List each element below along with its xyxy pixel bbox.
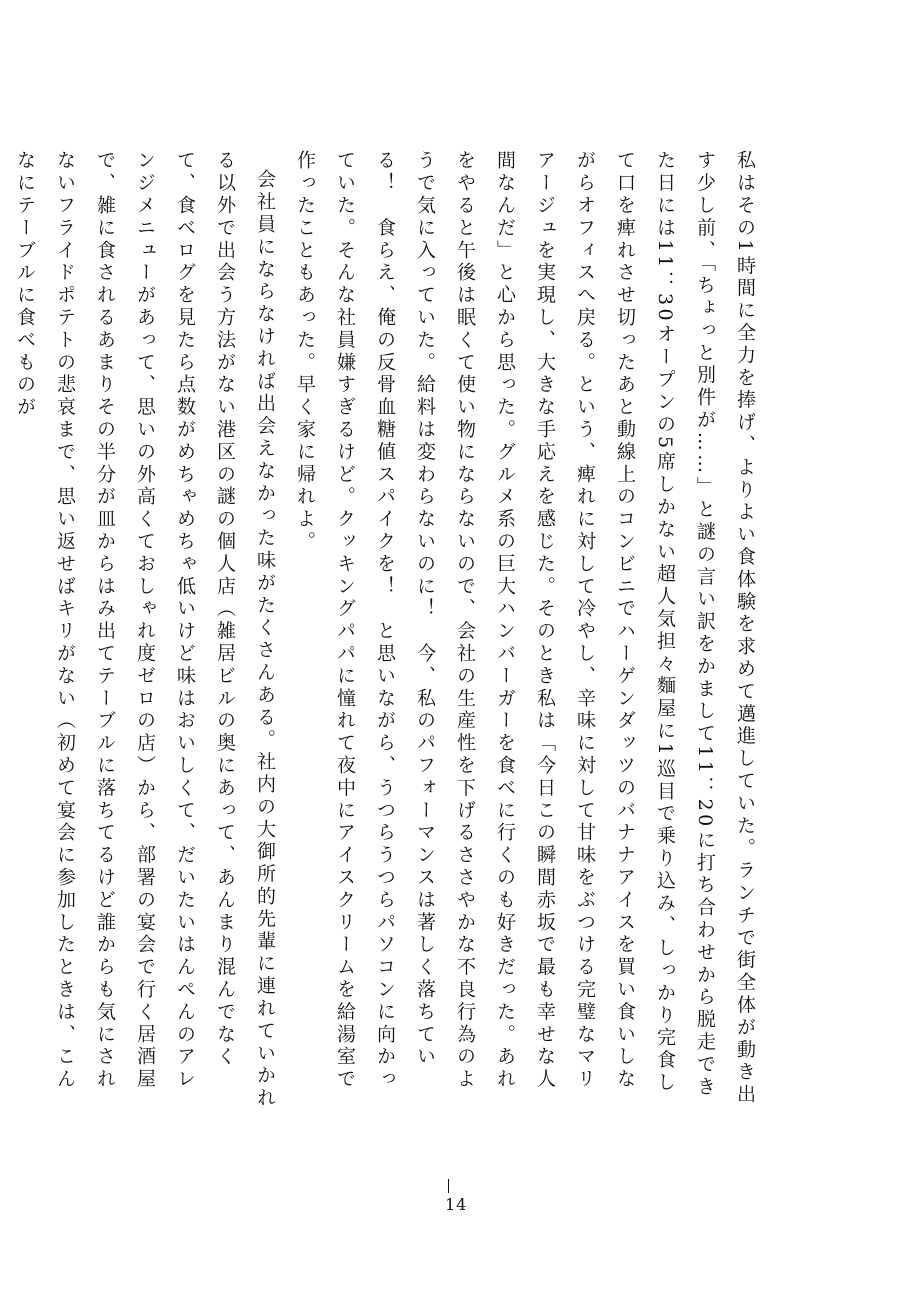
paragraph-2: 会社員にならなければ出会えなかった味がたくさんある。社内の大御所的先輩に連れていかれる以外で出会う方法がない港区の謎の個人店（雑居ビルの奥にあって、あんまり混んでなくて、食べログを見たら点数がめちゃめちゃ低いけど味はおいしくて、だいたいはんぺんのアレンジメニューがあって、思いの外高くておしゃれ度ゼロの店）から、部署の宴会で行く居酒屋で、雑に食されるあまりその半分が皿からはみ出てテーブルに落ちてるけど誰からも気にされないフライドポテトの悲哀まで、思い返せばキリがない（初めて宴会に参加したときは、こんなにテーブルに食べものが xyxy=(14,150,276,1110)
paragraph-1: 私はその1時間に全力を捧げ、よりよい食体験を求めて邁進していた。ランチで街全体が動き出す少し前、「ちょっと別件が……」と謎の言い訳をかまして11：20に打ち合わせから脱走できた日には11：30オープンの5席しかない超人気担々麵屋に1巡目で乗り込み、しっかり完食して口を痺れさせ切ったあと動線上のコンビニでハーゲンダッツのバナナアイスを買い食いしながらオフィスへ戻る。という、痺れに対して冷やし、辛味に対して甘味をぶつける完璧なマリアージュを実現し、大きな手応えを感じた。そのとき私は「今日この瞬間赤坂で最も幸せな人間なんだ」と心から思った。グルメ系の巨大ハンバーガーを食べに行くのも好きだった。あれをやると午後は眠くて使い物にならないので、会社の生産性を下げるささやかな不良行為のようで気に入っていた。給料は変わらないのに！ 今、私のパフォーマンスは著しく落ちている！ 食らえ、俺の反骨血糖値スパイクを！ と思いながら、うつらうつらパソコンに向かっていた。そんな社員嫌すぎるけど。クッキングパパに憧れて夜中にアイスクリームを給湯室で作ったこともあった。早く家に帰れよ。 xyxy=(294,150,756,1107)
page-number: 14 xyxy=(445,1195,475,1214)
vertical-text-body xyxy=(14,150,805,1110)
